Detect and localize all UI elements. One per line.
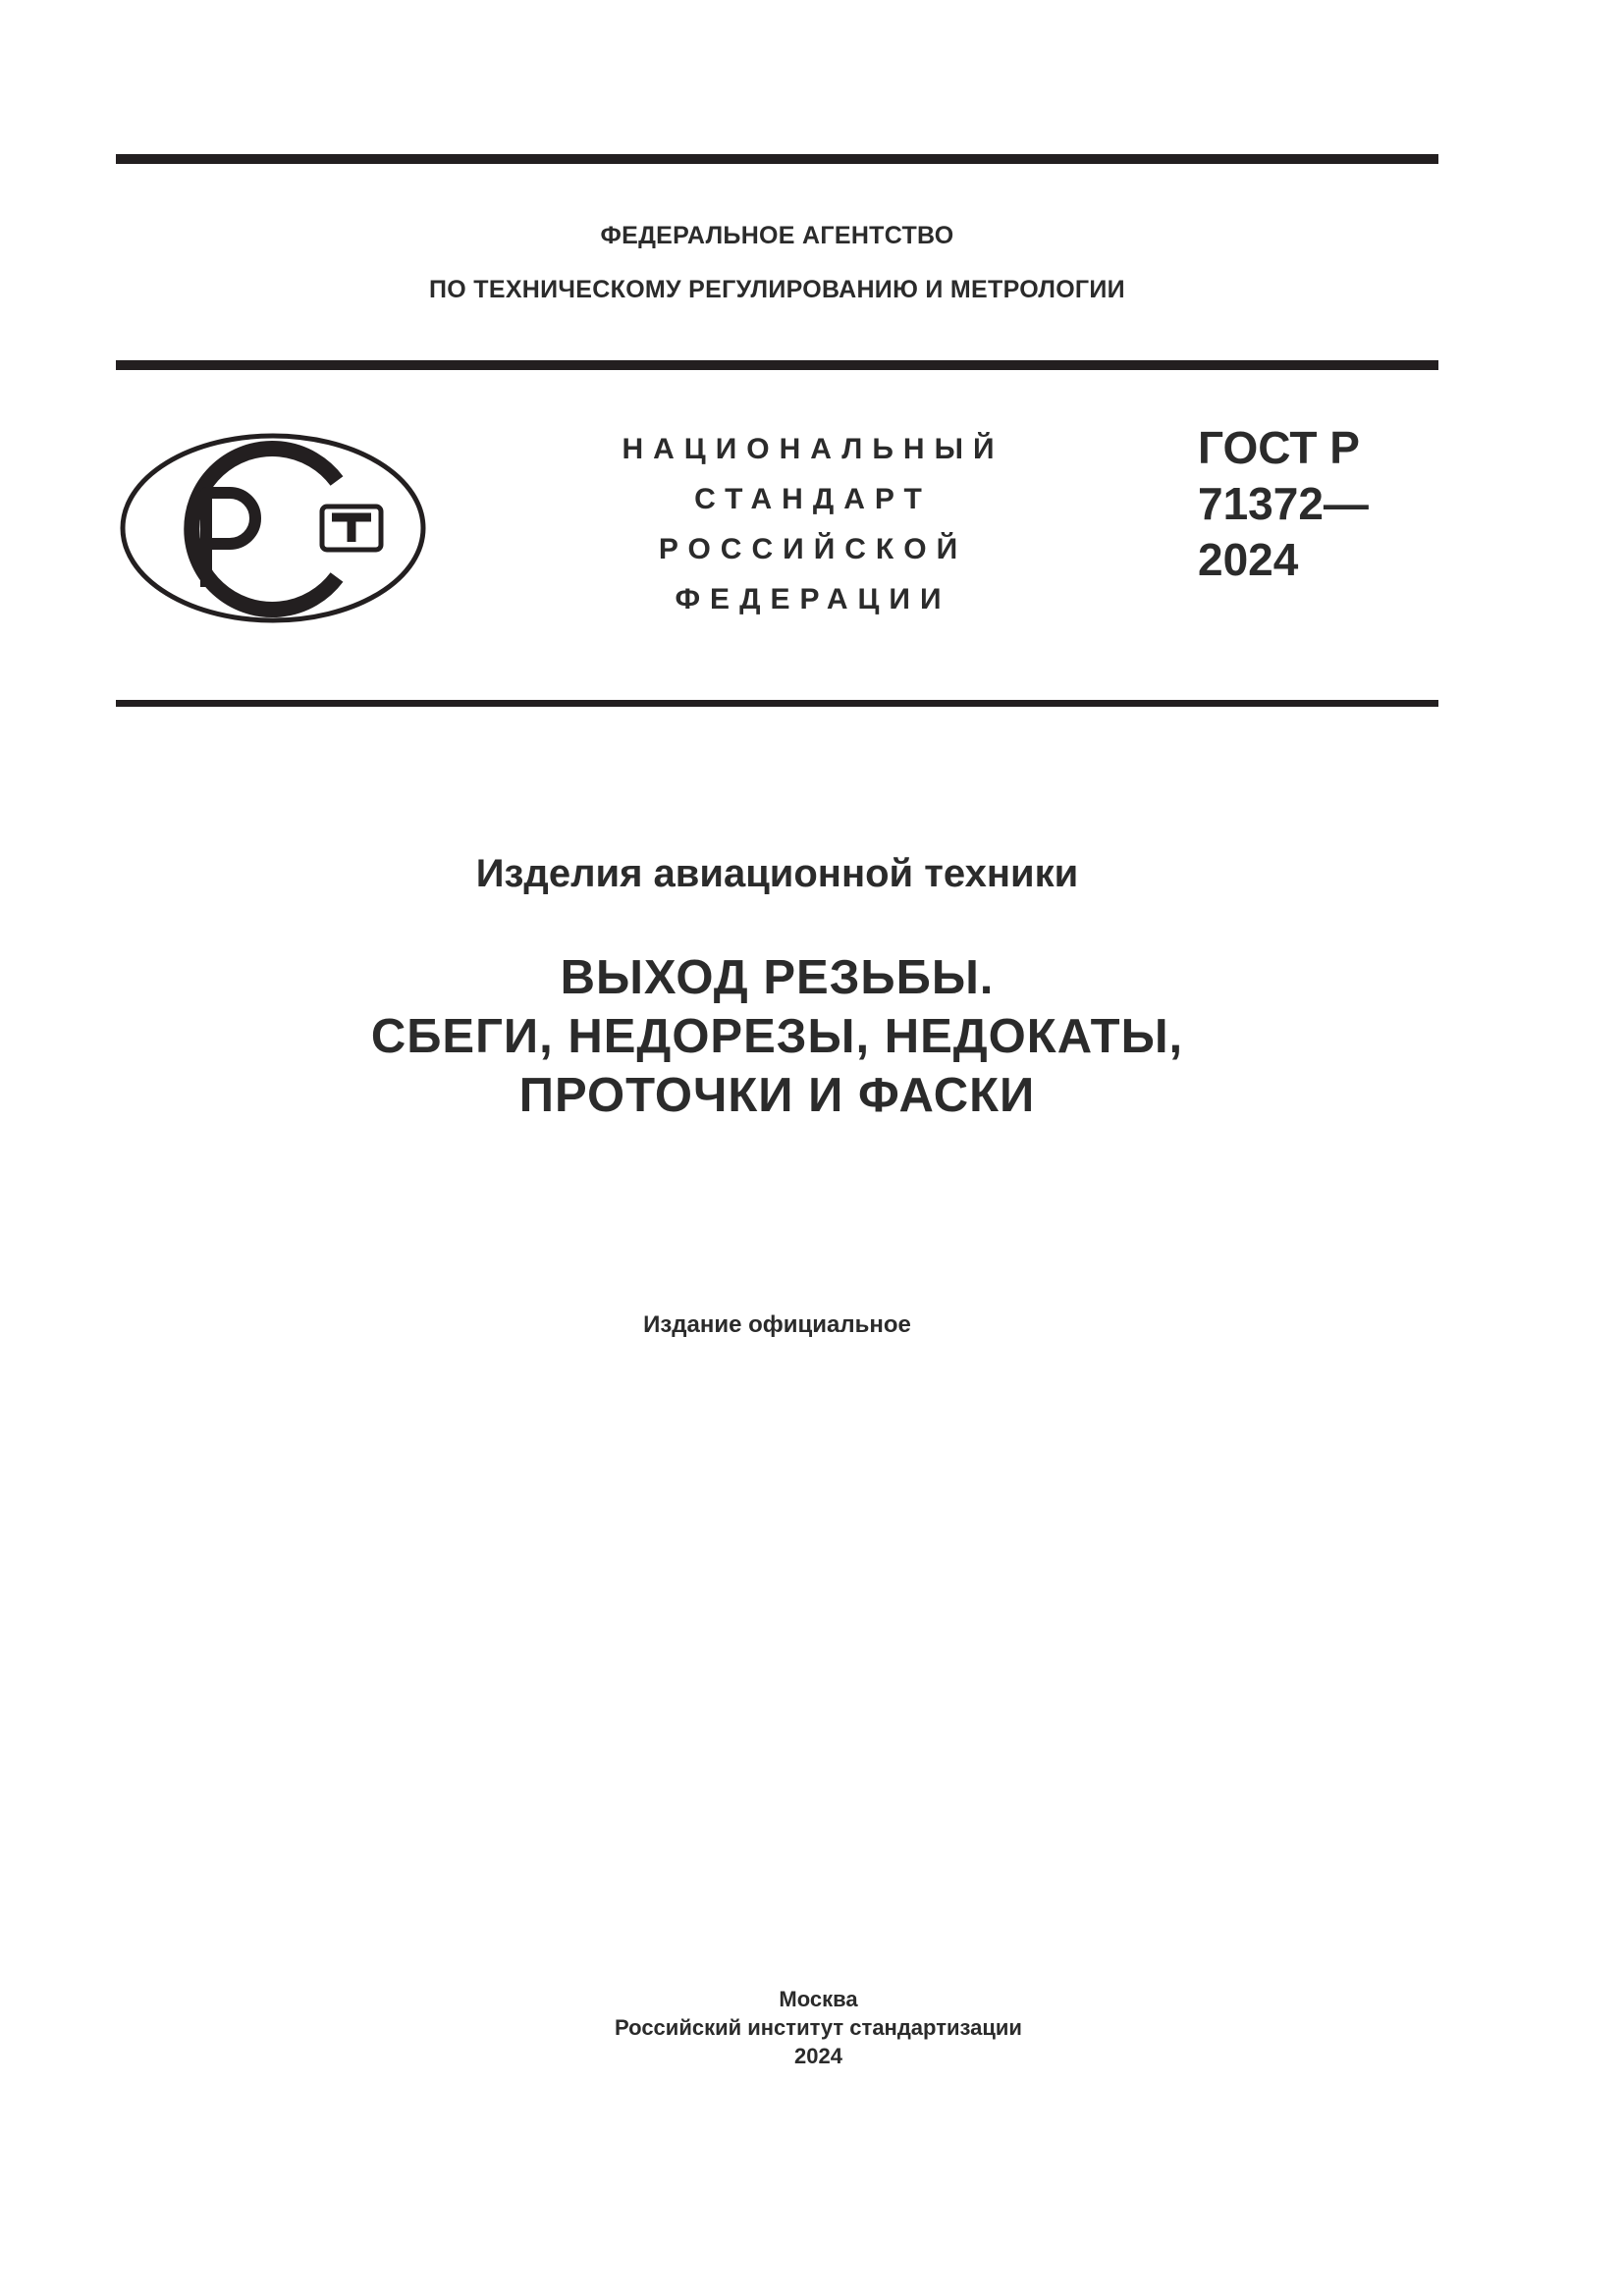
top-rule (116, 154, 1438, 164)
document-subtitle: Изделия авиационной техники (475, 852, 1079, 895)
bottom-rule (116, 700, 1438, 707)
designation-line-2: 71372— (1198, 478, 1369, 529)
imprint-city: Москва (779, 1987, 858, 2011)
title-line-3: ПРОТОЧКИ И ФАСКИ (518, 1069, 1036, 1122)
imprint (116, 1985, 1521, 2070)
edition-note: Издание официальное (643, 1311, 911, 1338)
title-line-1: ВЫХОД РЕЗЬБЫ. (560, 951, 995, 1004)
middle-rule (116, 360, 1438, 370)
imprint-publisher: Российский институт стандартизации (615, 2015, 1022, 2040)
imprint-year: 2024 (794, 2044, 842, 2068)
standard-designation (1198, 420, 1369, 588)
agency-name-line-2: ПО ТЕХНИЧЕСКОМУ РЕГУЛИРОВАНИЮ И МЕТРОЛОГИИ (429, 276, 1125, 303)
agency-name-line-1: ФЕДЕРАЛЬНОЕ АГЕНТСТВО (600, 222, 954, 249)
standard-type-line-3: РОССИЙСКОЙ (658, 533, 968, 565)
standard-type-line-1: НАЦИОНАЛЬНЫЙ (622, 433, 1004, 465)
standard-type-line-2: СТАНДАРТ (694, 483, 932, 515)
document-title (116, 948, 1438, 1125)
rst-logo-icon (116, 430, 430, 626)
standard-type (587, 424, 1039, 624)
designation-line-3: 2024 (1198, 534, 1299, 585)
title-line-2: СБЕГИ, НЕДОРЕЗЫ, НЕДОКАТЫ, (370, 1010, 1184, 1063)
standard-type-line-4: ФЕДЕРАЦИИ (675, 583, 951, 615)
designation-line-1: ГОСТ Р (1198, 422, 1360, 473)
